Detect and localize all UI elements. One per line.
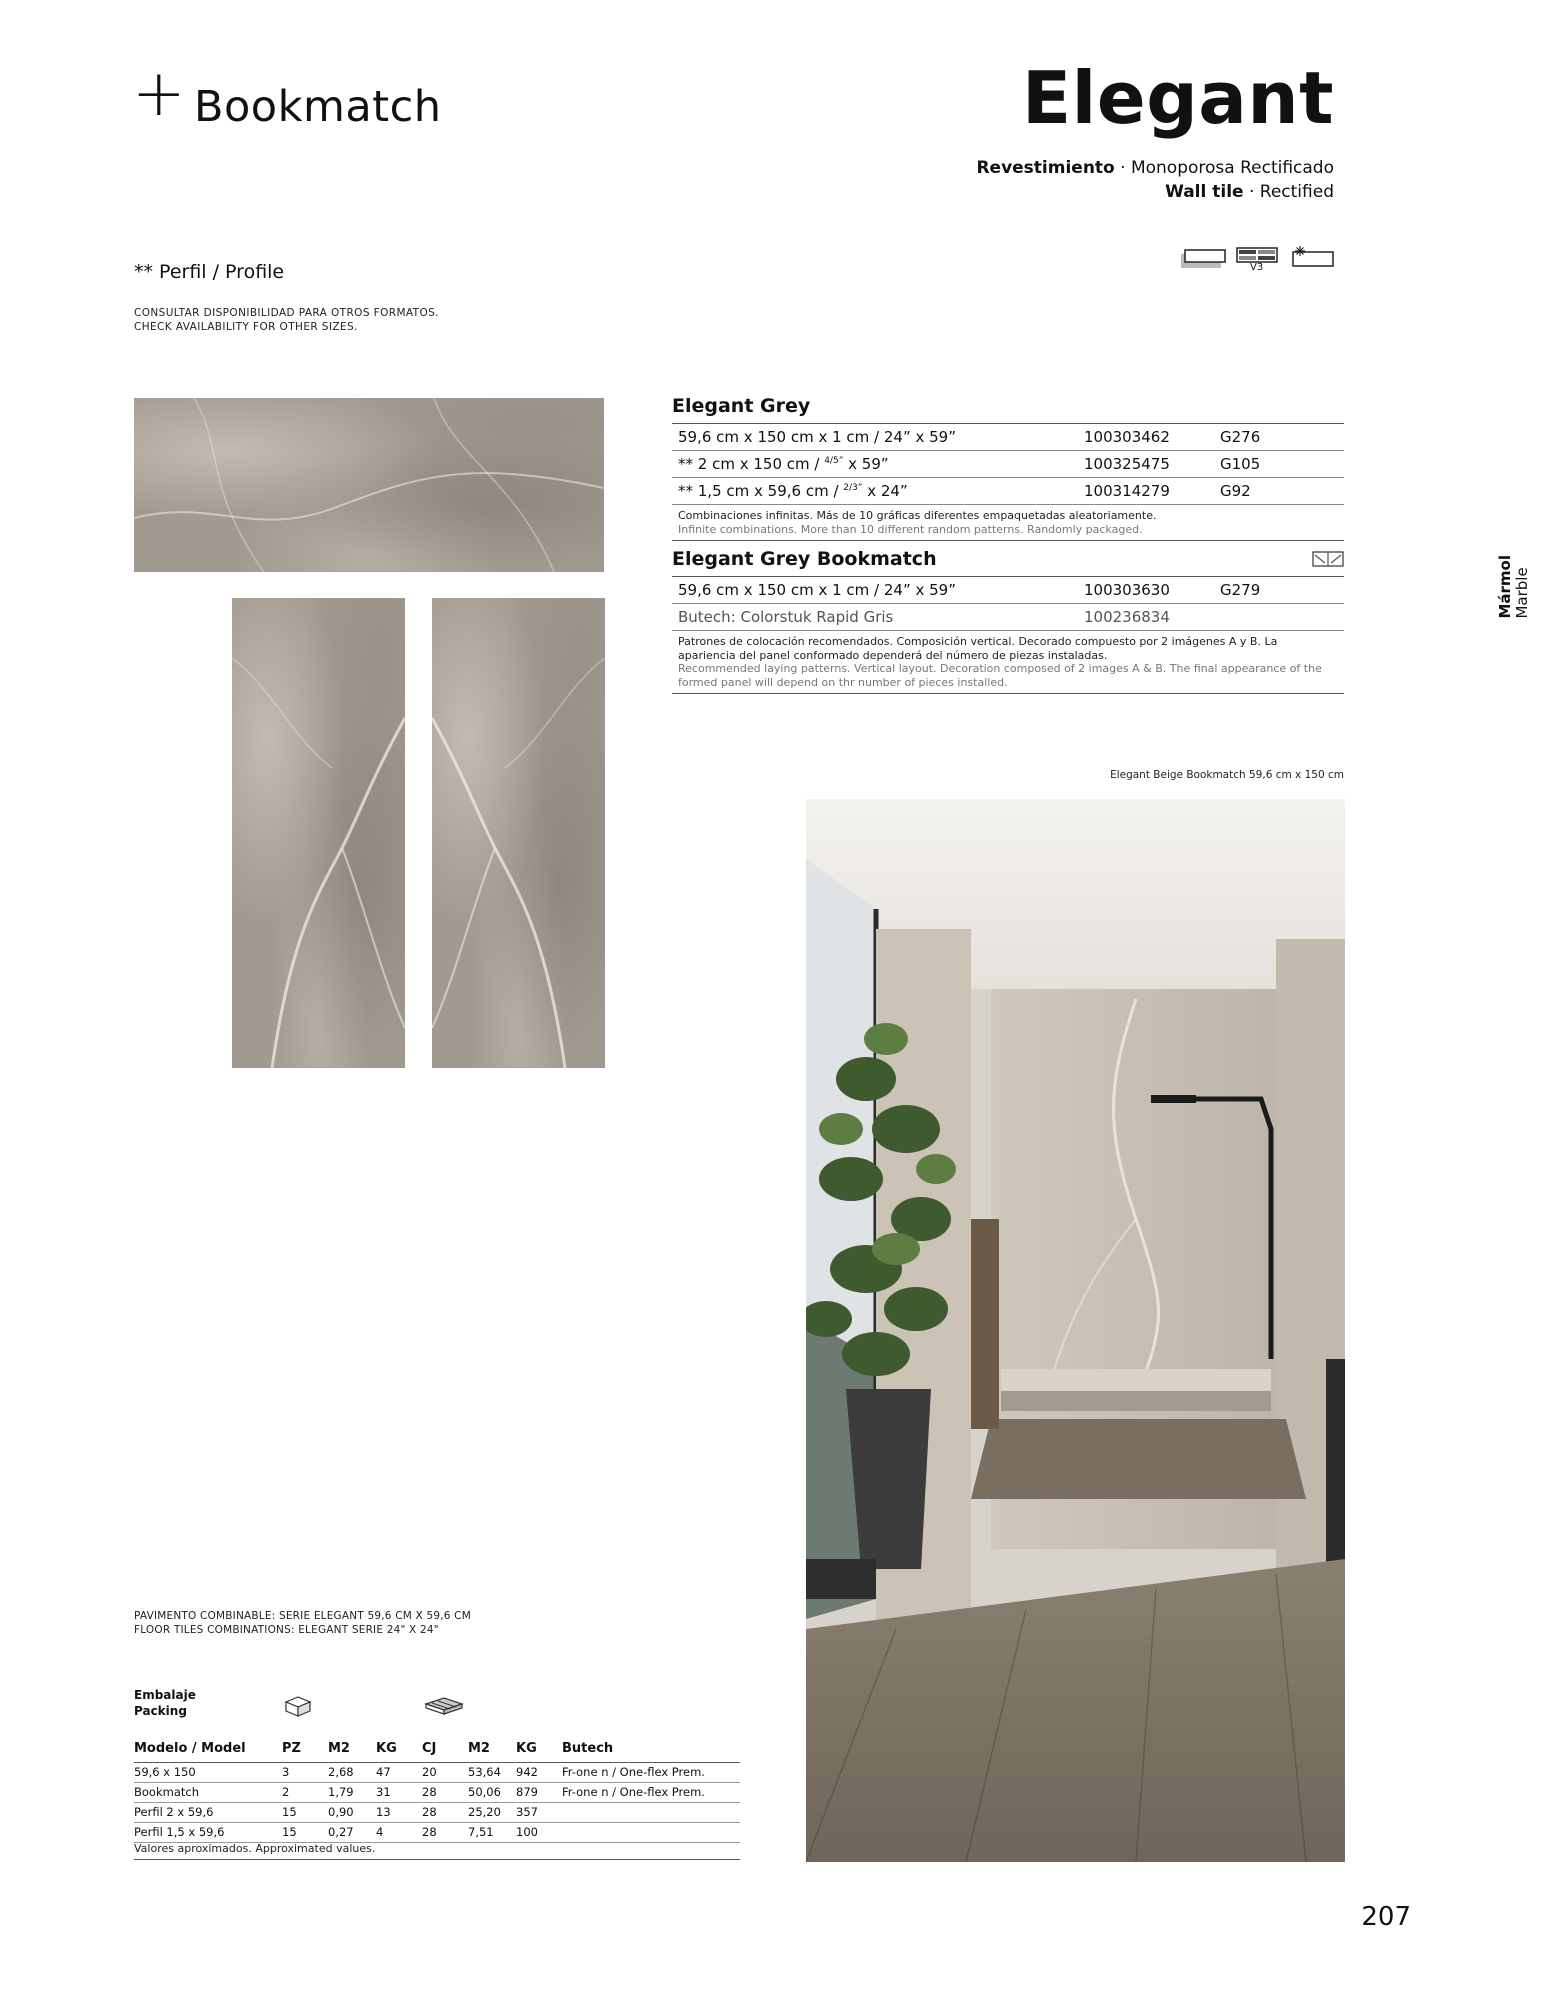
cell: 28: [422, 1782, 468, 1802]
v3-label: V3: [1250, 262, 1264, 273]
header-kg-pallet: KG: [516, 1736, 562, 1762]
approximate-values-note: Valores aproximados. Approximated values.: [134, 1842, 740, 1860]
bookmatch-note-en: Recommended laying patterns. Vertical layout. Decoration composed of 2 images A & B. The final appearance of the formed panel will depend on thr number of pieces installed.: [678, 662, 1322, 689]
shade-variation-v3-icon: [1236, 244, 1278, 272]
bookmatch-table: [672, 548, 1344, 694]
cell: 942: [516, 1762, 562, 1782]
bookmatch-title-text: Elegant Grey Bookmatch: [672, 548, 937, 570]
packing-header-row: [134, 1736, 740, 1762]
table-row: [134, 1762, 740, 1782]
header-kg: KG: [376, 1736, 422, 1762]
table-row: [672, 604, 1344, 631]
category-side-label: [1497, 555, 1531, 619]
header-model: Modelo / Model: [134, 1736, 282, 1762]
row-code: 100236834: [1084, 608, 1170, 626]
cell: 28: [422, 1822, 468, 1842]
bookmatch-note-es: Patrones de colocación recomendados. Composición vertical. Decorado compuesto por 2 imágenes A y B. La apariencia del panel conformado dependerá del número de piezas instaladas.: [678, 635, 1278, 662]
row-size-post: x 59”: [843, 455, 889, 473]
subtitle-spanish: [976, 158, 1334, 178]
subtitle-english-rest: · Rectified: [1243, 182, 1334, 202]
cell: 2,68: [328, 1762, 376, 1782]
cell: Bookmatch: [134, 1782, 282, 1802]
header-m2-pallet: M2: [468, 1736, 516, 1762]
table-row: [672, 478, 1344, 505]
cell: [562, 1802, 740, 1822]
header-pz: PZ: [282, 1736, 328, 1762]
cell: 53,64: [468, 1762, 516, 1782]
bathroom-photo: [806, 799, 1345, 1862]
bookmatch-note: [672, 631, 1344, 694]
header-cj: CJ: [422, 1736, 468, 1762]
subtitle-spanish-bold: Revestimiento: [976, 158, 1115, 178]
cell: Fr-one n / One-flex Prem.: [562, 1762, 740, 1782]
cell: 0,27: [328, 1822, 376, 1842]
collection-variant-title: Bookmatch: [194, 82, 442, 132]
floor-combination-note: [134, 1609, 471, 1637]
row-size: Butech: Colorstuk Rapid Gris: [678, 608, 894, 626]
cell: 0,90: [328, 1802, 376, 1822]
elegant-grey-title: [672, 395, 1344, 424]
cell: Fr-one n / One-flex Prem.: [562, 1782, 740, 1802]
row-size: 59,6 cm x 150 cm x 1 cm / 24” x 59”: [678, 428, 956, 446]
elegant-grey-note-en: Infinite combinations. More than 10 different random patterns. Randomly packaged.: [678, 522, 1143, 536]
cell: 47: [376, 1762, 422, 1782]
cell: 3: [282, 1762, 328, 1782]
tile-thickness-icon: [1180, 244, 1222, 272]
availability-note-en: CHECK AVAILABILITY FOR OTHER SIZES.: [134, 321, 358, 333]
row-size: [672, 455, 1084, 473]
subtitle-spanish-rest: · Monoporosa Rectificado: [1114, 158, 1334, 178]
tile-vertical-b-image: [432, 598, 605, 1068]
cell: 31: [376, 1782, 422, 1802]
row-ref: G105: [1220, 455, 1261, 473]
cell: 20: [422, 1762, 468, 1782]
elegant-grey-note-es: Combinaciones infinitas. Más de 10 gráficas diferentes empaquetadas aleatoriamente.: [678, 509, 1157, 522]
floor-combination-en: FLOOR TILES COMBINATIONS: ELEGANT SERIE 24" X 24": [134, 1624, 439, 1636]
packing-label-es: Embalaje: [134, 1688, 196, 1702]
subtitle-english: [1165, 182, 1334, 202]
row-size-sup: 2/3”: [843, 483, 863, 493]
elegant-grey-title-text: Elegant Grey: [672, 395, 811, 417]
packing-table: [134, 1736, 740, 1843]
table-row: [672, 451, 1344, 478]
row-size-pre: ** 2 cm x 150 cm /: [678, 455, 825, 473]
row-code: 100314279: [1084, 482, 1170, 500]
table-row: [134, 1822, 740, 1842]
cell: 2: [282, 1782, 328, 1802]
row-ref: G92: [1220, 482, 1251, 500]
cell: 13: [376, 1802, 422, 1822]
table-row: [134, 1782, 740, 1802]
cell: Perfil 1,5 x 59,6: [134, 1822, 282, 1842]
cell: 1,79: [328, 1782, 376, 1802]
bookmatch-pattern-icon: [1312, 551, 1344, 567]
cell: 100: [516, 1822, 562, 1842]
cell: 28: [422, 1802, 468, 1822]
row-size: 59,6 cm x 150 cm x 1 cm / 24” x 59”: [678, 581, 956, 599]
page-number: 207: [1361, 1902, 1411, 1932]
header-butech: Butech: [562, 1736, 740, 1762]
subtitle-english-bold: Wall tile: [1165, 182, 1244, 202]
elegant-grey-table: [672, 395, 1344, 541]
cell: 15: [282, 1822, 328, 1842]
cell: 15: [282, 1802, 328, 1822]
frost-resistance-icon: [1292, 244, 1334, 272]
packing-label-en: Packing: [134, 1704, 187, 1718]
row-size: [672, 482, 1084, 500]
floor-combination-es: PAVIMENTO COMBINABLE: SERIE ELEGANT 59,6 CM X 59,6 CM: [134, 1610, 471, 1622]
bookmatch-title: [672, 548, 1344, 577]
box-icon: [282, 1694, 314, 1722]
cell: 357: [516, 1802, 562, 1822]
table-row: [134, 1802, 740, 1822]
plus-icon: +: [132, 57, 186, 131]
header-m2: M2: [328, 1736, 376, 1762]
availability-note: [134, 306, 439, 334]
cell: 7,51: [468, 1822, 516, 1842]
cell: 50,06: [468, 1782, 516, 1802]
pallet-icon: [422, 1694, 466, 1722]
row-code: 100303630: [1084, 581, 1170, 599]
row-ref: G279: [1220, 581, 1261, 599]
row-code: 100325475: [1084, 455, 1170, 473]
series-title: Elegant: [1022, 56, 1334, 140]
side-label-es: Mármol: [1496, 555, 1514, 619]
table-row: [672, 424, 1344, 451]
availability-note-es: CONSULTAR DISPONIBILIDAD PARA OTROS FORMATOS.: [134, 307, 439, 319]
cell: Perfil 2 x 59,6: [134, 1802, 282, 1822]
row-code: 100303462: [1084, 428, 1170, 446]
cell: [562, 1822, 740, 1842]
technical-icons: [1180, 244, 1334, 272]
row-size-pre: ** 1,5 cm x 59,6 cm /: [678, 482, 844, 500]
cell: 4: [376, 1822, 422, 1842]
tile-horizontal-image: [134, 398, 604, 572]
cell: 25,20: [468, 1802, 516, 1822]
row-ref: G276: [1220, 428, 1261, 446]
cell: 879: [516, 1782, 562, 1802]
table-row: [672, 577, 1344, 604]
row-size-post: x 24”: [862, 482, 908, 500]
tile-vertical-a-image: [232, 598, 405, 1068]
packing-label: [134, 1687, 196, 1719]
cell: 59,6 x 150: [134, 1762, 282, 1782]
profile-heading: ** Perfil / Profile: [134, 261, 285, 283]
side-label-en: Marble: [1513, 567, 1531, 619]
elegant-grey-note: [672, 505, 1344, 541]
row-size-sup: 4/5”: [824, 456, 844, 466]
photo-caption: Elegant Beige Bookmatch 59,6 cm x 150 cm: [1110, 769, 1344, 781]
